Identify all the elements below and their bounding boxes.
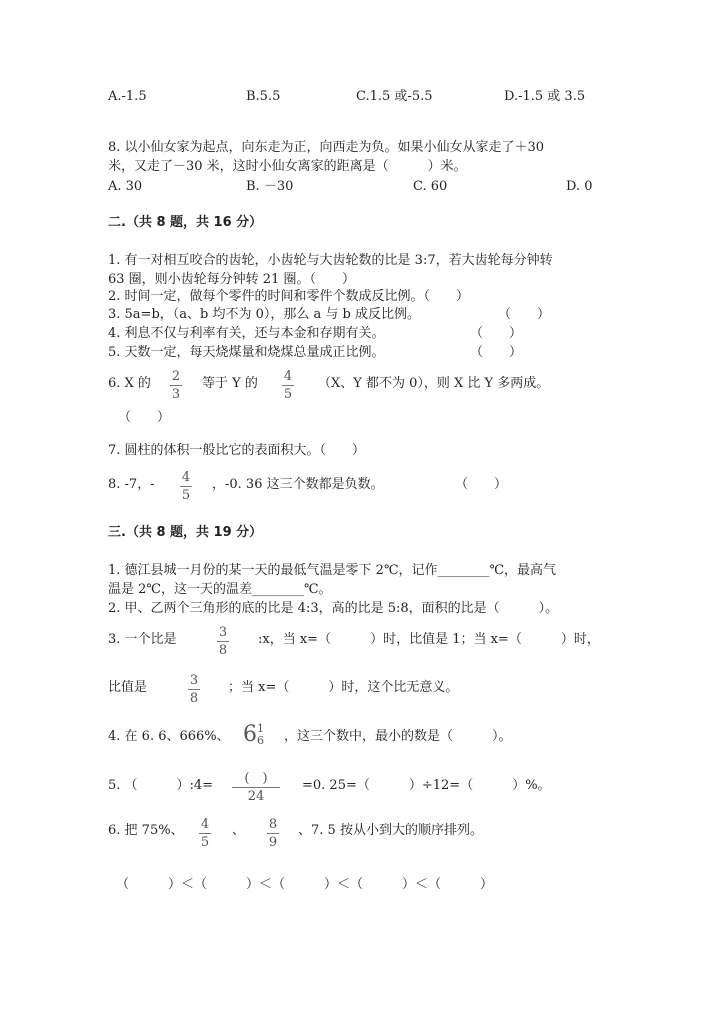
- question-text: ，-0. 36 这三个数都是负数。: [212, 477, 384, 492]
- denominator: 24: [247, 789, 265, 804]
- numerator: 8: [268, 817, 278, 832]
- question-text: 3. 一个比是: [108, 632, 177, 647]
- fraction: [267, 817, 279, 850]
- answer-blanks: （ ）＜（ ）＜（ ）＜（ ）＜（ ）: [116, 877, 494, 892]
- question-text: ，这三个数中，最小的数是（ ）。: [284, 729, 512, 744]
- denominator: 3: [171, 387, 181, 402]
- question-text: 米，又走了－30 米，这时小仙女离家的距离是（ ）米。: [108, 159, 467, 174]
- option-c: C. 60: [413, 179, 448, 194]
- question-text: 8. -7，-: [108, 477, 155, 492]
- question-text: :x，当 x=（ ）时，比值是 1；当 x=（ ）时，: [258, 632, 600, 647]
- numerator: 2: [171, 369, 181, 384]
- question-text: =0. 25=（ ）÷12=（ ）%。: [302, 778, 551, 793]
- question-text: 63 圈，则小齿轮每分钟转 21 圈。（ ）: [108, 272, 355, 287]
- fraction-bar: [188, 689, 200, 690]
- answer-blank: （ ）: [470, 345, 523, 360]
- option-d: D. 0: [566, 179, 593, 194]
- question-text: 6. 把 75%、: [108, 823, 184, 838]
- denominator: 8: [189, 691, 199, 706]
- fraction: [217, 625, 229, 658]
- answer-blank: （ ）: [455, 477, 508, 492]
- question-text: 3. 5a=b，（a、b 均不为 0），那么 a 与 b 成反比例。: [108, 307, 420, 322]
- numerator: 3: [218, 625, 228, 640]
- answer-blank: （ ）: [470, 326, 523, 341]
- question-text: 温是 2℃，这一天的温差________℃。: [108, 582, 332, 597]
- section-heading: 二.（共 8 题，共 16 分）: [108, 215, 263, 230]
- question-text: （X、Y 都不为 0），则 X 比 Y 多两成。: [318, 376, 550, 391]
- option-a: A.-1.5: [108, 89, 147, 104]
- answer-blank: （ ）: [118, 410, 171, 425]
- denominator: 5: [181, 488, 191, 503]
- question-text: 5. 天数一定，每天烧煤量和烧煤总量成正比例。: [108, 345, 385, 360]
- numerator: 4: [200, 817, 210, 832]
- option-d: D.-1.5 或 3.5: [504, 89, 586, 104]
- fraction: [188, 673, 200, 706]
- mixed-number: [243, 722, 264, 747]
- numerator: 1: [257, 721, 264, 735]
- fraction-bar: [267, 833, 279, 834]
- question-text: 1. 德江县城一月份的某一天的最低气温是零下 2℃，记作________℃，最高气: [108, 563, 557, 578]
- fraction-bar: [170, 385, 182, 386]
- fraction: [180, 470, 192, 503]
- fraction-bar: [282, 385, 294, 386]
- whole-part: 6: [243, 722, 257, 747]
- numerator: 4: [181, 470, 191, 485]
- option-b: B. －30: [246, 179, 294, 194]
- question-text: 5. （ ）:4=: [108, 778, 214, 793]
- option-b: B.5.5: [246, 89, 281, 104]
- fraction-bar: [232, 787, 280, 788]
- numerator: 4: [283, 369, 293, 384]
- separator-text: 、: [232, 823, 246, 838]
- question-text: 6. X 的: [108, 376, 151, 391]
- fraction-bar: [199, 833, 211, 834]
- fraction: [199, 817, 211, 850]
- option-c: C.1.5 或-5.5: [356, 89, 433, 104]
- question-text: 、7. 5 按从小到大的顺序排列。: [298, 823, 483, 838]
- option-a: A. 30: [108, 179, 143, 194]
- fraction: [232, 771, 280, 804]
- question-text: ；当 x=（ ）时，这个比无意义。: [228, 680, 459, 695]
- denominator: 5: [283, 387, 293, 402]
- fraction: [282, 369, 294, 402]
- denominator: 9: [268, 835, 278, 850]
- question-text: 1. 有一对相互咬合的齿轮，小齿轮与大齿轮数的比是 3:7，若大齿轮每分钟转: [108, 253, 553, 268]
- answer-blank: （ ）: [498, 307, 551, 322]
- question-text: 8. 以小仙女家为起点，向东走为正，向西走为负。如果小仙女从家走了＋30: [108, 140, 545, 155]
- denominator: 6: [257, 733, 264, 747]
- section-heading: 三.（共 8 题，共 19 分）: [108, 525, 263, 540]
- fraction-bar: [217, 641, 229, 642]
- fraction: [170, 369, 182, 402]
- question-text: 等于 Y 的: [202, 376, 258, 391]
- question-text: 4. 在 6. 6、666%、: [108, 729, 230, 744]
- numerator: ( ): [244, 771, 268, 786]
- denominator: 5: [200, 835, 210, 850]
- numerator: 3: [189, 673, 199, 688]
- question-text: 2. 时间一定，做每个零件的时间和零件个数成反比例。（ ）: [108, 289, 470, 304]
- question-text: 2. 甲、乙两个三角形的底的比是 4:3，高的比是 5:8，面积的比是（ ）。: [108, 601, 559, 616]
- question-text: 7. 圆柱的体积一般比它的表面积大。（ ）: [108, 443, 366, 458]
- question-text: 4. 利息不仅与利率有关，还与本金和存期有关。: [108, 326, 385, 341]
- question-text: 比值是: [108, 680, 148, 695]
- fraction-bar: [180, 486, 192, 487]
- denominator: 8: [218, 643, 228, 658]
